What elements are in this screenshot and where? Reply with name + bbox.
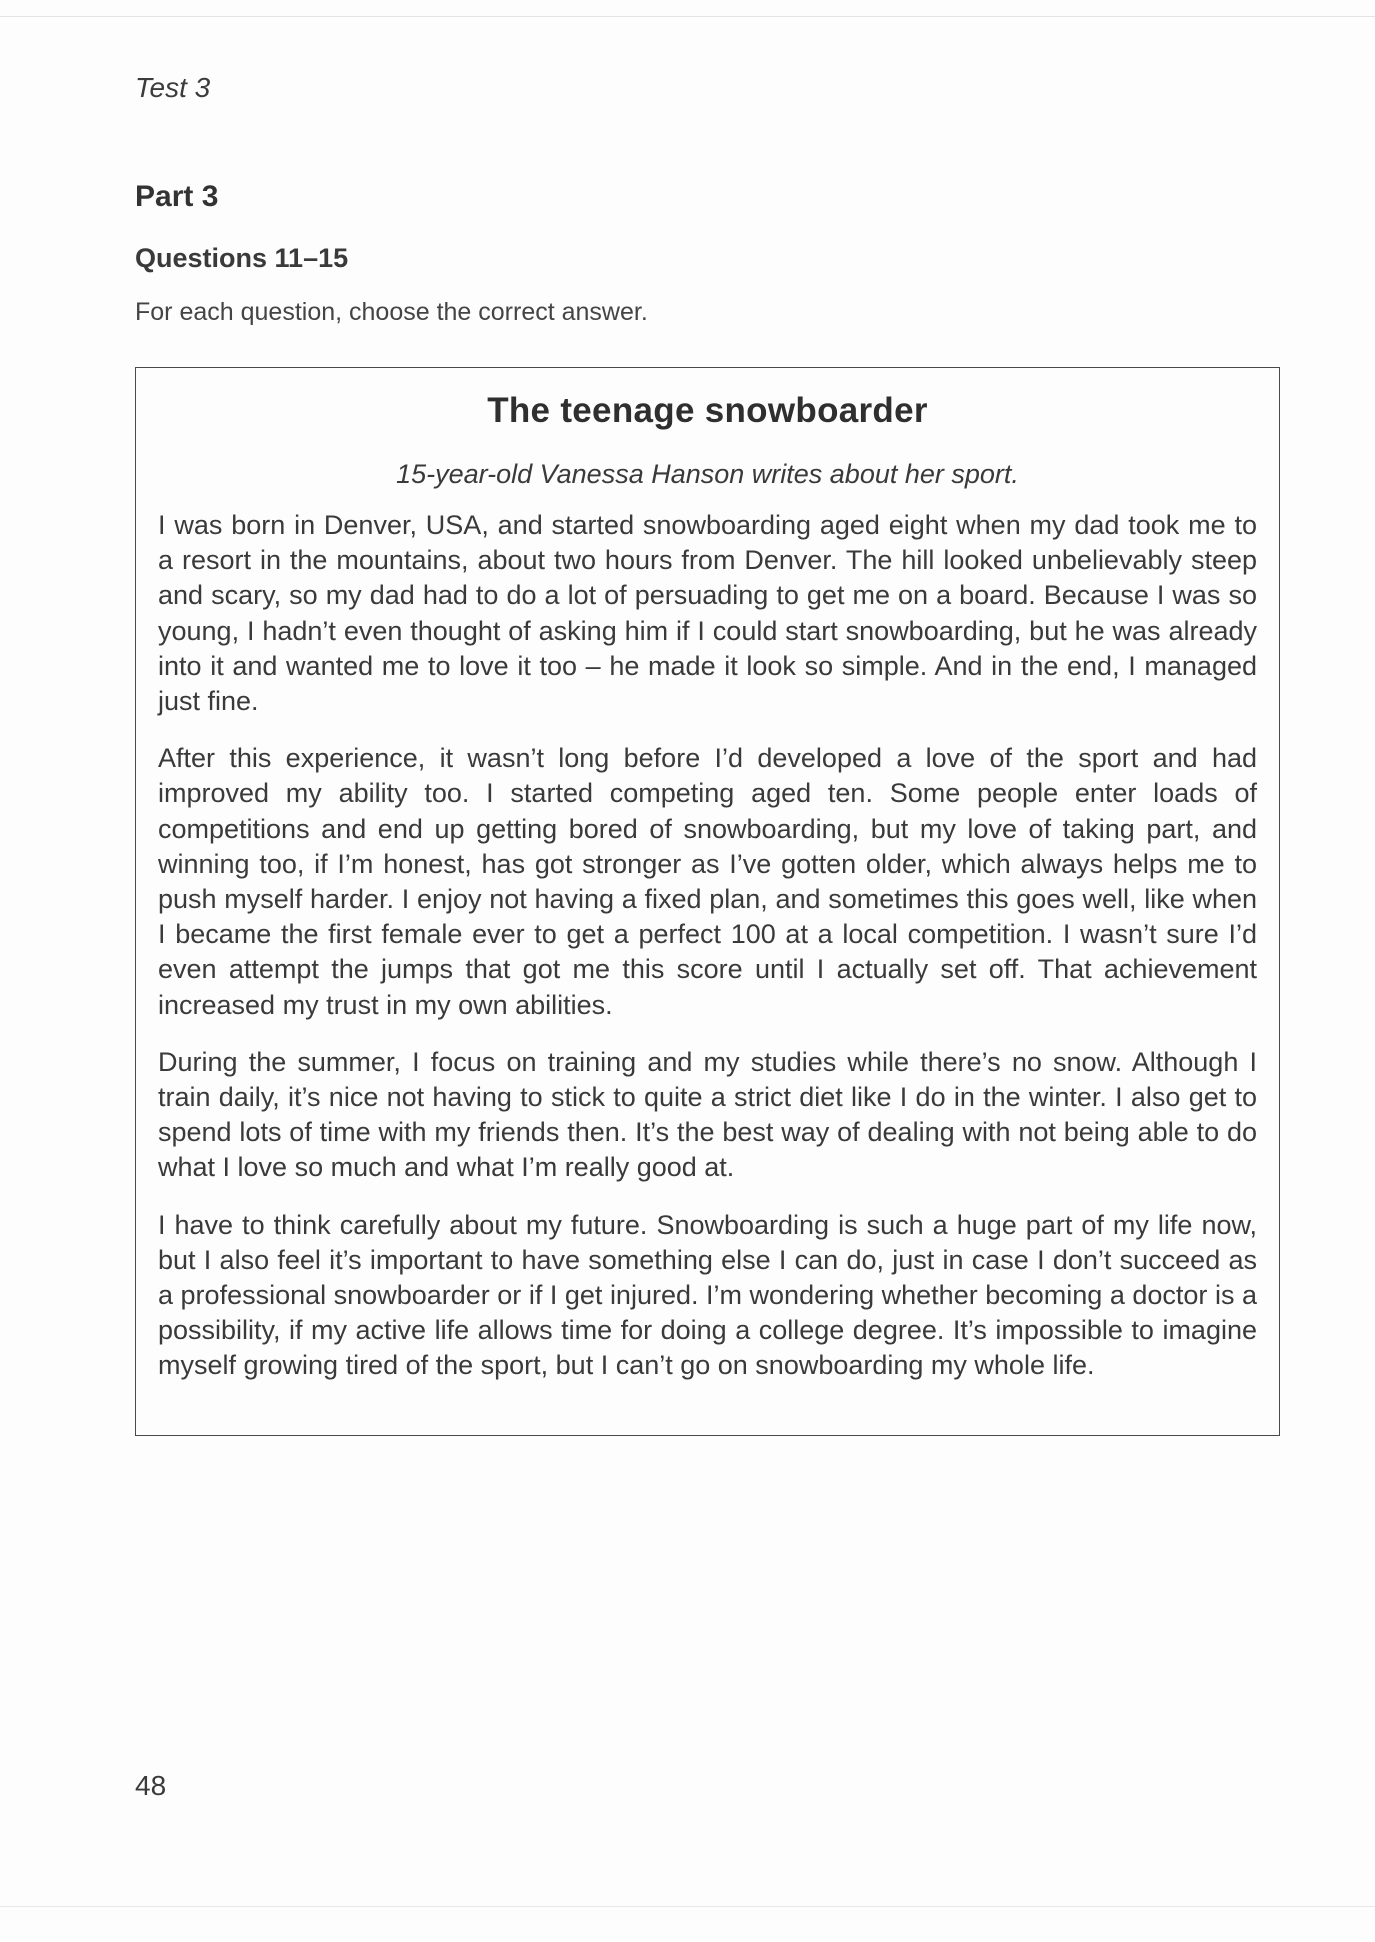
running-head: Test 3 [135, 72, 211, 103]
top-divider [0, 16, 1375, 17]
article-paragraph-2: After this experience, it wasn’t long before I’d developed a love of the sport and had improved my ability too. I started competing aged ten. Some people enter loads of competitions and end up getting bored of snowboarding, but my love of taking part, and winning too, if I’m honest, has got stronger as I’ve gotten older, which always helps me to push myself harder. I enjoy not having a fixed plan, and sometimes this goes well, like when I became the first female ever to get a perfect 100 at a local competition. I wasn’t sure I’d even attempt the jumps that got me this score until I actually set off. That achievement increased my trust in my own abilities. [158, 743, 1257, 1020]
article-paragraph-3: During the summer, I focus on training and my studies while there’s no snow. Although I train daily, it’s nice not having to stick to quite a strict diet like I do in the winter. I also get to spend lots of time with my friends then. It’s the best way of dealing with not being able to do what I love so much and what I’m really good at. [158, 1046, 1257, 1183]
questions-heading: Questions 11–15 [135, 243, 349, 273]
instruction-text: For each question, choose the correct answer. [135, 298, 648, 326]
article-title: The teenage snowboarder [487, 391, 928, 430]
bottom-divider [0, 1906, 1375, 1907]
page-number: 48 [135, 1770, 167, 1801]
article-paragraph-1: I was born in Denver, USA, and started snowboarding aged eight when my dad took me to a resort in the mountains, about two hours from Denver. The hill looked unbelievably steep and scary, so my dad had to do a lot of persuading to get me on a board. Because I was so young, I hadn’t even thought of asking him if I could start snowboarding, but he was already into it and wanted me to love it too – he made it look so simple. And in the end, I managed just fine. [158, 510, 1257, 717]
article-paragraph-4: I have to think carefully about my future. Snowboarding is such a huge part of my life now, but I also feel it’s important to have something else I can do, just in case I don’t succeed as a professional snowboarder or if I get injured. I’m wondering whether becoming a doctor is a possibility, if my active life allows time for doing a college degree. It’s impossible to imagine myself growing tired of the sport, but I can’t go on snowboarding my whole life. [158, 1209, 1257, 1381]
article-box [135, 367, 1280, 1436]
part-heading: Part 3 [135, 180, 219, 213]
article-subtitle: 15-year-old Vanessa Hanson writes about her sport. [396, 459, 1019, 489]
